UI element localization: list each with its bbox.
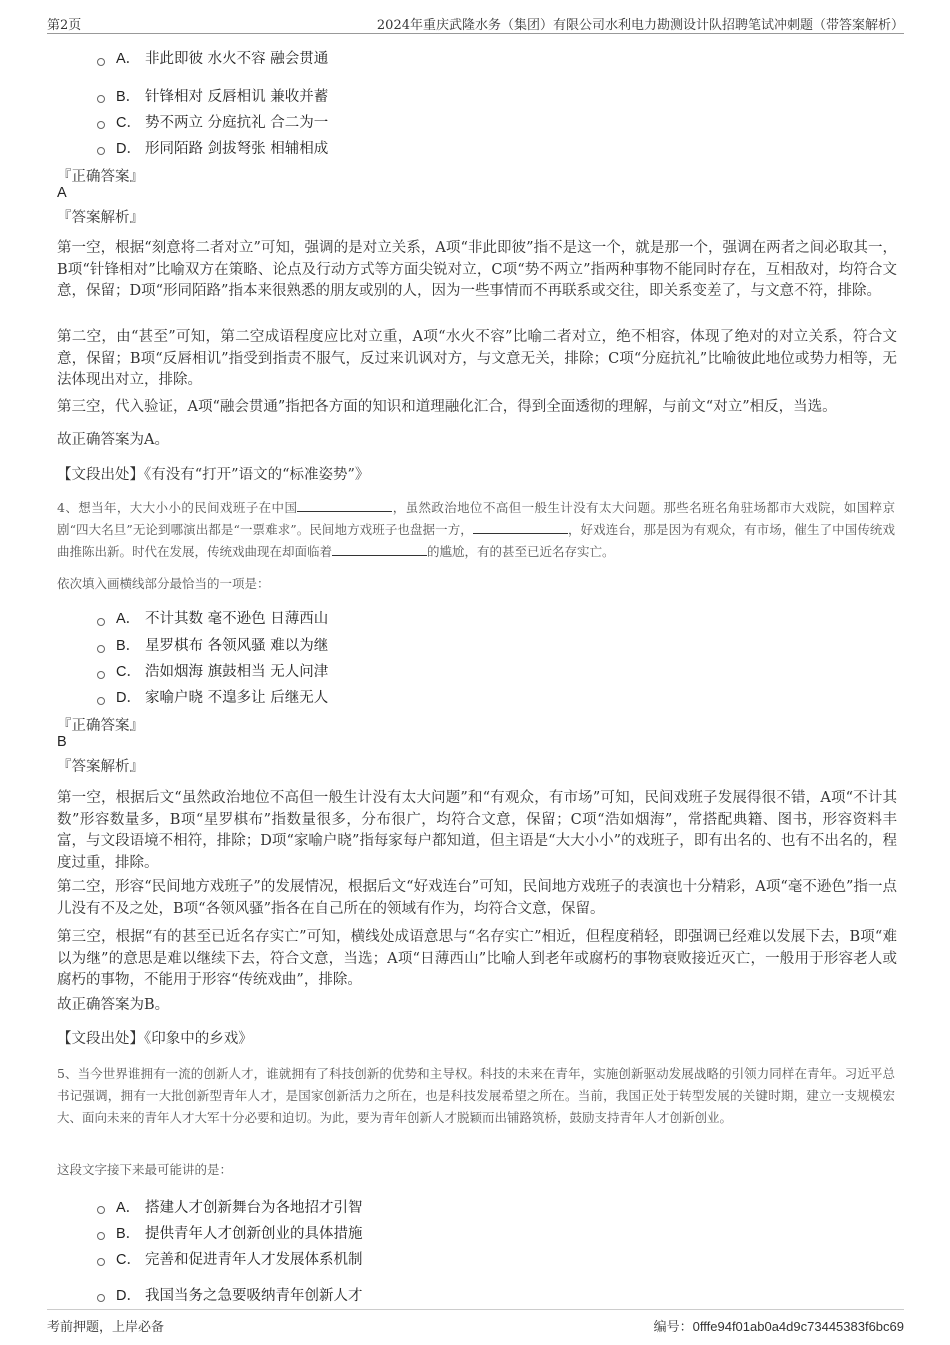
option-b-radio[interactable] (97, 1232, 105, 1240)
option-text: 提供青年人才创新创业的具体措施 (145, 1226, 363, 1242)
option-b-radio[interactable] (97, 645, 105, 653)
footer-divider (47, 1309, 904, 1310)
analysis-paragraph: 第二空，由“甚至”可知，第二空成语程度应比对立重，A项“水火不容”比喻二者对立，绝不相容，体现了绝对的对立关系，符合文意，保留；B项“反唇相讥”指受到指责不服气，反过来讥讽对方，与文意无关，排除；C项“分庭抗礼”比喻彼此地位或势力相等，无法体现出对立，排除。 (57, 329, 897, 388)
correct-answer-label: 『正确答案』 (57, 169, 144, 185)
fill-blank (332, 542, 427, 556)
correct-answer: B (57, 734, 67, 750)
analysis-conclusion: 故正确答案为A。 (57, 432, 169, 448)
q5-option-b[interactable] (116, 1222, 363, 1243)
option-text: 浩如烟海 旗鼓相当 无人问津 (145, 664, 329, 680)
option-letter: A． (116, 611, 141, 627)
code-label: 编号： (653, 1320, 693, 1335)
option-text: 家喻户晓 不遑多让 后继无人 (145, 690, 329, 706)
analysis-conclusion: 故正确答案为B。 (57, 997, 170, 1013)
correct-answer-label: 『正确答案』 (57, 718, 144, 734)
option-c-radio[interactable] (97, 671, 105, 679)
option-letter: B． (116, 638, 141, 654)
option-c-radio[interactable] (97, 121, 105, 129)
option-letter: D． (116, 690, 141, 706)
option-letter: A． (116, 51, 141, 67)
option-letter: D． (116, 1288, 141, 1304)
q4-option-c[interactable] (116, 660, 328, 681)
option-letter: C． (116, 664, 141, 680)
source-citation: 【文段出处】《印象中的乡戏》 (57, 1031, 253, 1047)
option-letter: D． (116, 141, 141, 157)
analysis-paragraph: 第一空，根据“刻意将二者对立”可知，强调的是对立关系，A项“非此即彼”指不是这一个，就是那一个，强调在两者之间必取其一，B项“针锋相对”比喻双方在策略、论点及行动方式等方面尖锐对立，C项“势不两立”指两种事物不能同时存在，互相敌对，均符合文意，保留；D项“形同陌路”指本来很熟悉的朋友或别的人，因为一些事情而不再联系或交往，即关系变差了，与文意不符，排除。 (57, 240, 897, 299)
header-divider (47, 33, 904, 34)
analysis-paragraph: 第三空，根据“有的甚至已近名存实亡”可知，横线处成语意思与“名存实亡”相近，但程度稍轻，即强调已经难以发展下去，B项“难以为继”的意思是难以继续下去，符合文意，当选；A项“日薄西山”比喻人到老年或腐朽的事物衰败接近灭亡，一般用于形容老人或腐朽的事物，不能用于形容“传统戏曲”，排除。 (57, 929, 897, 988)
option-b-radio[interactable] (97, 95, 105, 103)
option-letter: B． (116, 1226, 141, 1242)
document-code (654, 1316, 904, 1335)
q4-option-a[interactable] (116, 607, 328, 628)
option-text: 完善和促进青年人才发展体系机制 (145, 1252, 363, 1268)
option-text: 非此即彼 水火不容 融会贯通 (145, 51, 329, 67)
question-stem: 这段文字接下来最可能讲的是： (57, 1162, 233, 1177)
analysis-paragraph: 第三空，代入验证，A项“融会贯通”指把各方面的知识和道理融化汇合，得到全面透彻的理解，与前文“对立”相反，当选。 (57, 399, 837, 415)
option-d-radio[interactable] (97, 147, 105, 155)
source-citation: 【文段出处】《有没有“打开”语文的“标准姿势”》 (57, 467, 370, 483)
correct-answer: A (57, 185, 67, 201)
fill-blank (473, 520, 568, 534)
option-text: 势不两立 分庭抗礼 合二为一 (145, 115, 329, 131)
option-text: 我国当务之急要吸纳青年创新人才 (145, 1288, 363, 1304)
option-text: 形同陌路 剑拔弩张 相辅相成 (145, 141, 329, 157)
footer-slogan: 考前押题，上岸必备 (47, 1320, 165, 1335)
option-letter: C． (116, 115, 141, 131)
option-a-radio[interactable] (97, 618, 105, 626)
option-a-radio[interactable] (97, 58, 105, 66)
q3-option-d[interactable] (116, 137, 328, 158)
q3-option-b[interactable] (116, 85, 328, 106)
option-d-radio[interactable] (97, 1294, 105, 1302)
q3-option-a[interactable] (116, 47, 328, 68)
q5-option-a[interactable] (116, 1196, 363, 1217)
fill-blank (297, 498, 392, 512)
code-value: 0fffe94f01ab0a4d9c73445383f6bc69 (692, 1319, 904, 1334)
question-stem: 依次填入画横线部分最恰当的一项是： (57, 576, 270, 591)
option-d-radio[interactable] (97, 697, 105, 705)
option-a-radio[interactable] (97, 1206, 105, 1214)
document-title: 2024年重庆武隆水务（集团）有限公司水利电力勘测设计队招聘笔试冲刺题（带答案解析） (376, 18, 904, 33)
option-text: 星罗棋布 各领风骚 难以为继 (145, 638, 329, 654)
analysis-label: 『答案解析』 (57, 759, 144, 775)
option-letter: C． (116, 1252, 141, 1268)
option-text: 搭建人才创新舞台为各地招才引智 (145, 1200, 363, 1216)
analysis-label: 『答案解析』 (57, 210, 144, 226)
q4-option-b[interactable] (116, 634, 328, 655)
option-text: 针锋相对 反唇相讥 兼收并蓄 (145, 89, 329, 105)
question-passage: 4、想当年，大大小小的民间戏班子在中国 ，虽然政治地位不高但一般生计没有太大问题。那些名班名角驻场都市大戏院，如国粹京剧“四大名旦”无论到哪演出都是“一票难求”。民间地方戏班子也盘据一方， ，好戏连台，那是因为有观众，有市场，催生了中国传统戏曲推陈出新。时代在发展，传统戏曲现在却面临着 的尴尬，有的甚至已近名存实亡。 (57, 500, 895, 559)
q5-option-d[interactable] (116, 1284, 363, 1305)
option-c-radio[interactable] (97, 1258, 105, 1266)
page-number: 第2页 (47, 18, 82, 33)
analysis-paragraph: 第一空，根据后文“虽然政治地位不高但一般生计没有太大问题”和“有观众，有市场”可知，民间戏班子发展得很不错，A项“不计其数”形容数量多，B项“星罗棋布”指数量很多，分布很广，均符合文意，保留；C项“浩如烟海”，常搭配典籍、图书，形容资料丰富，与文段语境不相符，排除；D项“家喻户晓”指每家每户都知道，但主语是“大大小小”的戏班子，即有出名的、也有不出名的，程度过重，排除。 (57, 790, 897, 871)
option-letter: B． (116, 89, 141, 105)
option-letter: A． (116, 1200, 141, 1216)
q5-option-c[interactable] (116, 1248, 363, 1269)
q3-option-c[interactable] (116, 111, 328, 132)
question-passage: 5、当今世界谁拥有一流的创新人才，谁就拥有了科技创新的优势和主导权。科技的未来在青年，实施创新驱动发展战略的引领力同样在青年。习近平总书记强调，拥有一大批创新型青年人才，是国家创新活力之所在，也是科技发展希望之所在。当前，我国正处于转型发展的关键时期，建立一支规模宏大、面向未来的青年人才大军十分必要和迫切。为此，要为青年创新人才脱颖而出铺路筑桥，鼓励支持青年人才创新创业。 (57, 1066, 895, 1125)
option-text: 不计其数 毫不逊色 日薄西山 (145, 611, 329, 627)
analysis-paragraph: 第二空，形容“民间地方戏班子”的发展情况，根据后文“好戏连台”可知，民间地方戏班子的表演也十分精彩，A项“毫不逊色”指一点儿没有不及之处，B项“各领风骚”指各在自己所在的领域有作为，均符合文意，保留。 (57, 879, 897, 917)
q4-option-d[interactable] (116, 686, 328, 707)
